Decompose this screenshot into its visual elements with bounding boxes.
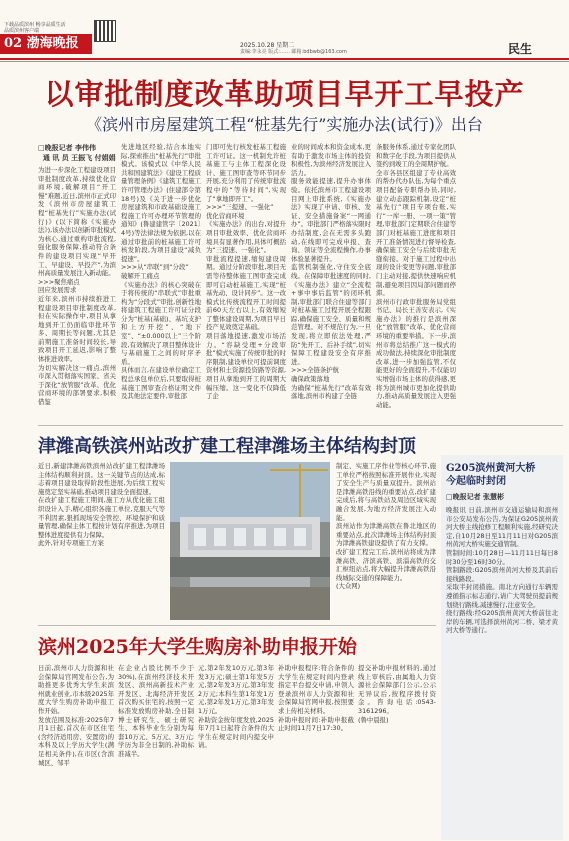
rail-column-2: 制定、实施工序作业等核心环节,施工单位严格按照标准开展作业,实现了安全生产与质量双提升。滨州站是津潍高铁沿线的重要站点,改扩建完成后,将与高铁站及周边区域实现融合发展,为地方经济发展注入动能。 滨州站作为津潍高铁在鲁北地区的重要站点,此次津潍场主体结构封顶为津潍高铁建设提供了有力支撑。 改扩建工程完工后,滨州站将成为津潍高铁、济滨高铁、滨淄高铁的交汇枢纽站点,将大幅提升津潍高铁沿线城际交通的保障能力。 (大众网) <box>336 462 436 591</box>
issue-date: 2025.10.28 星期二 <box>240 42 295 49</box>
newspaper-logo: 02 渤海晚报 <box>0 34 92 54</box>
header-rule <box>0 58 569 60</box>
qr-code-icon[interactable] <box>94 20 116 42</box>
rail-station-photo <box>170 462 330 620</box>
housing-column-3: 元,第2年发10万元,第3年发3万元;硕士第1年发5万元,第2年发3万元,第3年发2万元;本科生第1年发1万元,第2年发1万元,第3年发1万元。 补助资金按年度发放,2025年7月1日起符合条件的大学生在规定时间内提交申请。 <box>198 664 274 750</box>
rail-column-1: 近日,新建津潍高铁滨州站改扩建工程津潍场主体结构顺利封顶。这一关键节点的达成,标志着项目建设取得阶段性进展,为后续工程实施奠定坚实基础,推动项目建设全面提速。 在改扩建工程施工期间,施工方从优化施工组织设计入手,精心组织各施工单位,克服天气等不利因素,狠抓现场安全管控、环境保护和质量管理,确保主体工程按计划有序推进,为项目整体进度提供有力保障。 此外,针对专项施工方案 <box>38 462 165 548</box>
story-divider <box>38 425 563 426</box>
housing-column-1: 日前,滨州市人力资源和社会保障局官网发布公告,为助推更多优秀大学生来滨州就业创业,市本级2025年度大学生购房补助申报工作开始。 发放范围及标准:2025年7月1日起,首次在市区住宅(含经济适用房、安置房)的本科及以上学历大学生(满足相关条件),在市区(含滨城区、邹平 <box>38 664 114 767</box>
bridge-headline: G205滨州黄河大桥 今起临时封闭 <box>446 463 536 487</box>
bridge-body: 晚报讯 日前,滨州市交通运输局和滨州市公安局发布公告,为保证G205滨州黄河大桥主线抢修工程顺利实施,经研究决定,自10月28日至11月11日对G205滨州黄河大桥实施交通管制。 管制时间:10月28日—11月11日每日8时30分至16时30分。 管制路段:G205滨州黄河大桥及其前后接线路段。 采取半封闭措施。南北方向通行车辆需遵循指示标志通行,请广大驾驶员提前规划绕行路线,减速慢行,注意安全。 绕行路线:经G205滨州黄河大桥前往北岸的车辆,可选择滨州黄河二桥、梁才黄河大桥等通行。 <box>446 506 558 635</box>
rail-headline: 津潍高铁滨州站改扩建工程津潍场主体结构封顶 <box>38 436 416 457</box>
housing-headline: 滨州2025年大学生购房补助申报开始 <box>38 636 357 658</box>
lead-column-2: 先进地区经验,结合本地实际,探索推出“桩基先行”审批模式。该模式以《中华人民共和国建筑法》《建设工程质量管理条例》《建筑工程施工许可管理办法》(住建部令第18号)及《关于进一步优化房屋建筑和市政基础设施工程施工许可办理环节管理的通知》(鲁建建管字〔2021〕4号)等法律法规为依据,以在通过审批前的桩基施工许可核发阶段,为项目建设“减负提速”。 >>>从“串联”到“分段” 破解开工痛点 《实施办法》的核心突破在于将传统的“串联式”审批重构为“分段式”审批,创新性地将建筑工程施工许可证分段分为“桩基(基础)、基坑支护和上方开挖”、“地下室”、“±0.000以上”三个阶段,有效解决了项目整体设计与基础施工之间的时序矛盾。 具体而言,在建设单位确定工程总承包单位后,只要取得桩基施工图审查合格证明文件及其他法定要件,审批部 <box>121 143 201 401</box>
housing-column-2: 在企业占股比例不少于30%),在滨州经济技术开发区、滨州高新技术产业开发区、北海经济开发区首次购买住宅的,按照一定标准发放购房补助,全日制博士研究生、硕士研究生、本科毕业生分别为每套10万元、5万元、3万元;学历为非全日制的,补助标准减半。 <box>118 664 194 758</box>
housing-column-5: 提交补助申报材料的,通过线上审核后,由属地人力资源社会保障部门公示,公示无异议后,按程序拨付资金。咨询电话:0543-3161296。 (鲁中晨报) <box>358 664 436 724</box>
lead-column-3: 门即可先行核发桩基工程施工许可证。这一机制允许桩基施工与主体工程深化设计、施工图审查等环节同步开展,充分利用了传统审批流程中的“等待时间”,实现了“拿地即开工”。 >>>“三提速、一强化” 优化营商环境 《实施办法》的出台,对提升项目审批效率、优化营商环境具有显著作用,具体可概括为“三提速、一强化”。 审批流程提速,缩短建设周期。通过分阶段审批,项目无需等待整体施工图审查完成即可启动桩基施工,实现“桩基先动、设计同步”。这一改模式比传统流程开工时间提前60天左右以上,有效缩短了整体建设周期,为项目早日投产见效奠定基础。 项目落地提速,激发市场活力。“容缺受理+分段审批”模式实施了传统审批的时序限制,建设单位可提前调度资材和土资源投资路等资源,项目从拿地到开工的周期大幅压缩。这一变化不仅降低了企 <box>206 143 286 401</box>
story-divider-2 <box>38 625 436 626</box>
housing-column-4: 补助申报程序:符合条件的大学生在规定时间内登录指定平台提交申请,申领人登录滨州市人力资源和社会保障局官网申报,按照要求上传相关材料。 补助申报时间:补助申报截止时间11月7日17:30。 <box>278 664 354 733</box>
lead-column-4: 业的时间成本和资金成本,更有助于激发市场主体的投资积极性,为滨州经济发展注入活力。 服务效能提速,提升办事体验。依托滨州市工程建设项目网上审批系统,《实施办法》实现了申请、审核、发证、安全措施备案“一网通办”。审批部门严格落实限时办结制度,会在无需多头跑动,在线即可完成申报、查询、领证等全流程操作,办事体验显著提升。 监管机制强化,守住安全底线。在保障审批速度的同时,《实施办法》建立“全流程+事中事后监管”的闭环机制,审批部门联合住建等部门对桩基施工过程开展全程跟踪,确保施工安全、质量和规范管理。对不规范行为,一旦发现,将立即依法处理,严防“先开工、后补手续”,切实保障工程建设安全有序推进。 >>>全链条护航 确保政策落地 为确保“桩基先行”改革有效落地,滨州市构建了全链 <box>291 143 371 401</box>
lead-column-5: 条服务体系,通过专家化团队和数字化手段,为项目提供从签约到竣工的全周期护航。 全市各县区组建了专业高效的帮办代办队伍,为每个重点项目配备专职帮办员,同时,建立动态跟踪机制,设定“桩基先行”项目专项台账,实行“一库一册、一项一策”管理,审批部门定期联合住建等部门对桩基施工进度和项目开工准备情况进行督导检查,确保施工安全与后续审批无缝衔接。对于施工过程中出现的设计变更等问题,审批部门主动对接,提供快速响应机制,避免项目因局部问题而停滞。 滨州市行政审批服务局党组书记、局长王善安表示,《实施办法》的推行是滨州深化“放管服”改革、优化营商环境的重要举措。下一步,滨州市将总结推广这一模式的成功做法,持续深化审批制度改革,进一步加强监管,不仅能更好的全面提升,不仅能切实增强市场主体的获得感,更将为滨州城市更加化提供助力,推动高质量发展注入更强动能。 <box>376 143 456 409</box>
lead-column-1: 为进一步深化工程建设项目审批制度改革,持续优化营商环境,破解项目“开工慢”难题,近日,滨州市正式印发《滨州市房屋建筑工程“桩基先行”实施办法(试行)》(以下简称《实施办法》),该办法以创新审批模式为核心,通过重构审批流程,强化服务保障,推动符合条件的建设项目实现“早开工、早建设、早投产”,为滨州高质量发展注入新动能。 >>>聚焦痛点 回应发展需求 近年来,滨州市持续推进工程建设项目审批制度改革,但在实际操作中,项目从拿地到开工仍面临审批环节多、周期长等问题,尤其是前期施工准备时间较长,导致项目开工延迟,影响了整体推进效率。 为切实解决这一痛点,滨州市深入贯彻落实国家、省关于深化“放管服”改革、优化营商环境的部署要求,积极借鉴 <box>38 166 116 407</box>
header-thin-rule <box>0 61 569 62</box>
lead-headline: 以审批制度改革助项目早开工早投产 <box>44 77 525 111</box>
editor-info: 责编:李永亮 版式:…… 邮箱:bdbwb@163.com <box>240 49 347 55</box>
bridge-byline: □晚报记者 张慧彬 <box>446 493 505 501</box>
header-slogan: 下载品质滨州 畅享品质生活 品质滨州客户端 <box>4 22 66 34</box>
lead-byline: □晚报记者 李伟伟 通 讯 员 王振飞 付娟娟 <box>38 144 116 162</box>
section-title: 民生 <box>508 42 533 56</box>
lead-subhead: 《滨州市房屋建筑工程“桩基先行”实施办法(试行)》出台 <box>86 115 483 134</box>
